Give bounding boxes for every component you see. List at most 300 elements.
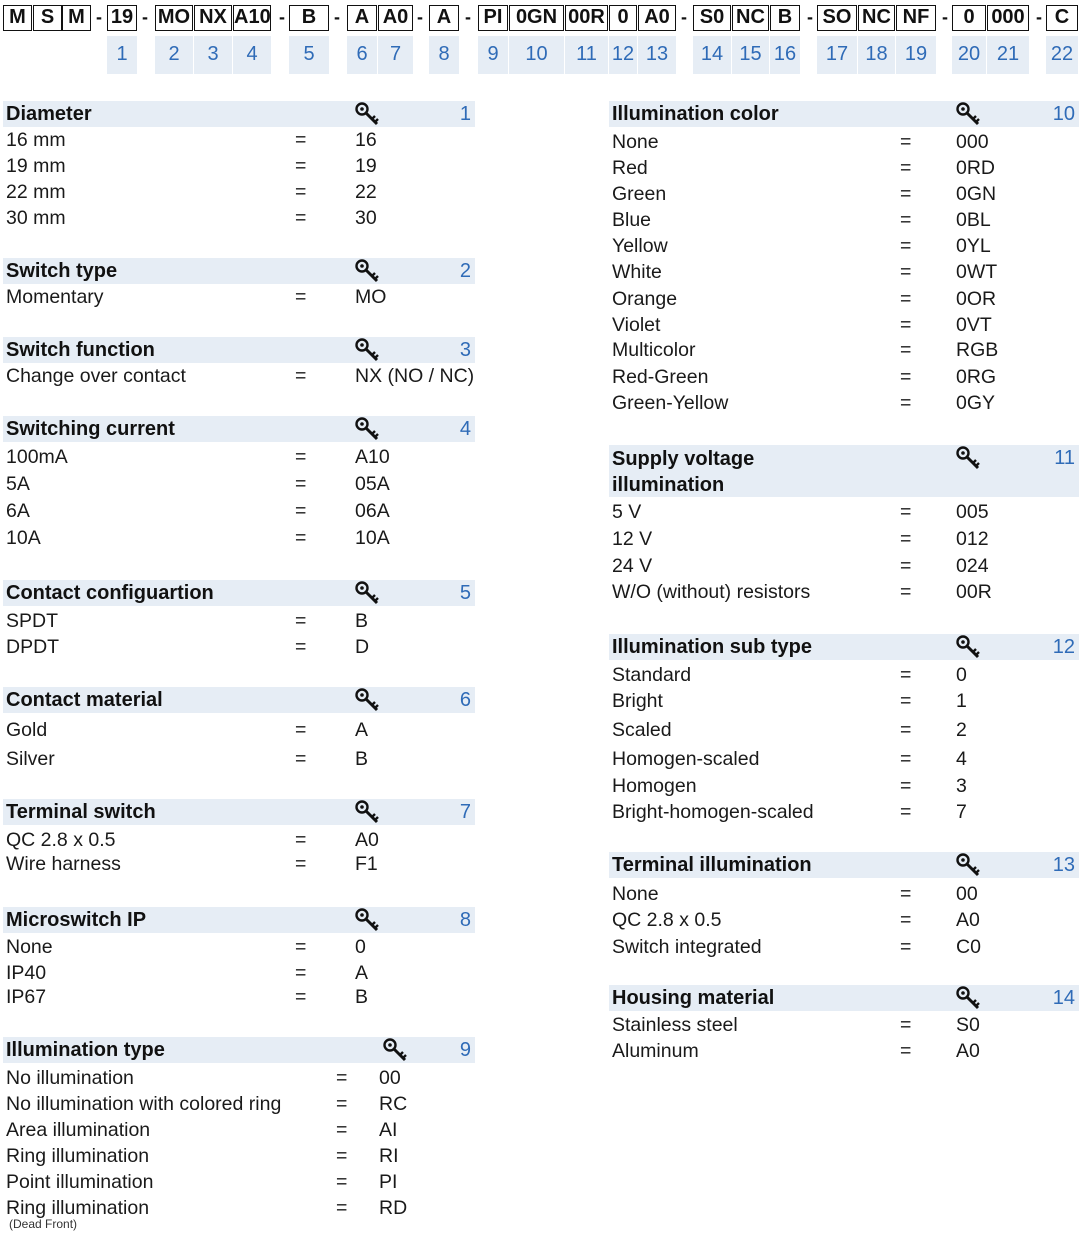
option-label: Wire harness bbox=[6, 853, 121, 875]
option-label: 6A bbox=[6, 500, 30, 522]
key-icon-graphic bbox=[355, 908, 381, 932]
code-separator: - bbox=[681, 7, 687, 27]
section-title: Diameter bbox=[6, 103, 92, 125]
option-code: 0 bbox=[956, 664, 967, 686]
section-number: 5 bbox=[459, 582, 471, 604]
section-header bbox=[609, 634, 1079, 660]
option-code: RC bbox=[379, 1093, 408, 1115]
code-separator: - bbox=[96, 7, 102, 27]
option-label: W/O (without) resistors bbox=[612, 581, 811, 603]
section-header bbox=[609, 101, 1079, 127]
equals-sign: = bbox=[900, 801, 912, 823]
option-row bbox=[3, 285, 475, 309]
position-number: 12 bbox=[609, 36, 637, 74]
section-title: Illumination color bbox=[612, 103, 779, 125]
code-segment: 0GN bbox=[509, 5, 564, 31]
option-row bbox=[3, 180, 475, 204]
option-code: 00 bbox=[956, 883, 978, 905]
equals-sign: = bbox=[900, 690, 912, 712]
option-row bbox=[3, 364, 475, 388]
option-code: F1 bbox=[355, 853, 378, 875]
equals-sign: = bbox=[295, 473, 307, 495]
option-row bbox=[609, 234, 1079, 258]
equals-sign: = bbox=[295, 446, 307, 468]
position-number: 4 bbox=[233, 36, 271, 74]
section-header bbox=[3, 799, 475, 825]
equals-sign: = bbox=[295, 365, 307, 387]
option-label: IP40 bbox=[6, 962, 47, 984]
option-row bbox=[3, 1092, 475, 1116]
option-row bbox=[609, 365, 1079, 389]
key-icon-graphic bbox=[383, 1038, 409, 1062]
option-code: AI bbox=[379, 1119, 398, 1141]
key-icon-graphic bbox=[956, 635, 982, 659]
code-separator: - bbox=[142, 7, 148, 27]
code-separator: - bbox=[1036, 7, 1042, 27]
equals-sign: = bbox=[900, 719, 912, 741]
option-label: QC 2.8 x 0.5 bbox=[612, 909, 722, 931]
option-code: 0WT bbox=[956, 261, 998, 283]
option-code: A0 bbox=[956, 909, 980, 931]
option-label: 5A bbox=[6, 473, 30, 495]
option-row bbox=[609, 156, 1079, 180]
option-label: IP67 bbox=[6, 986, 47, 1008]
equals-sign: = bbox=[900, 883, 912, 905]
option-code: A bbox=[355, 962, 369, 984]
option-label: Red bbox=[612, 157, 648, 179]
equals-sign: = bbox=[900, 131, 912, 153]
option-label: Point illumination bbox=[6, 1171, 154, 1193]
option-row bbox=[609, 260, 1079, 284]
code-segment: A0 bbox=[378, 5, 413, 31]
option-code: 0GN bbox=[956, 183, 997, 205]
option-label: 5 V bbox=[612, 501, 642, 523]
option-label: 24 V bbox=[612, 555, 653, 577]
section-number: 1 bbox=[459, 103, 471, 125]
option-label: 12 V bbox=[612, 528, 653, 550]
option-code: A0 bbox=[355, 829, 379, 851]
option-row bbox=[609, 554, 1079, 578]
section-title: Illumination type bbox=[6, 1039, 165, 1061]
equals-sign: = bbox=[336, 1145, 348, 1167]
option-section bbox=[609, 852, 1079, 958]
code-segment: 000 bbox=[987, 5, 1029, 31]
section-number: 12 bbox=[1052, 636, 1075, 658]
option-code: 2 bbox=[956, 719, 967, 741]
position-number: 5 bbox=[289, 36, 329, 74]
equals-sign: = bbox=[900, 339, 912, 361]
equals-sign: = bbox=[900, 288, 912, 310]
option-code: 16 bbox=[355, 129, 377, 151]
option-row bbox=[609, 287, 1079, 311]
equals-sign: = bbox=[900, 261, 912, 283]
code-segment: 19 bbox=[107, 5, 137, 31]
section-number: 7 bbox=[459, 801, 471, 823]
code-separator: - bbox=[942, 7, 948, 27]
position-number: 9 bbox=[478, 36, 508, 74]
key-icon bbox=[956, 102, 982, 126]
option-row bbox=[3, 828, 475, 852]
option-row bbox=[3, 718, 475, 742]
code-separator: - bbox=[279, 7, 285, 27]
option-row bbox=[3, 206, 475, 230]
equals-sign: = bbox=[900, 314, 912, 336]
equals-sign: = bbox=[295, 748, 307, 770]
option-code: 19 bbox=[355, 155, 377, 177]
section-number: 10 bbox=[1052, 103, 1075, 125]
option-label: Green bbox=[612, 183, 667, 205]
position-number: 20 bbox=[952, 36, 986, 74]
option-code: 024 bbox=[956, 555, 989, 577]
option-label: Bright-homogen-scaled bbox=[612, 801, 814, 823]
section-header bbox=[3, 101, 475, 127]
option-row bbox=[3, 472, 475, 496]
option-row bbox=[609, 182, 1079, 206]
option-code: 0YL bbox=[956, 235, 991, 257]
equals-sign: = bbox=[295, 853, 307, 875]
option-row bbox=[3, 154, 475, 178]
option-section bbox=[3, 1037, 475, 1231]
option-code: RD bbox=[379, 1197, 408, 1219]
equals-sign: = bbox=[900, 209, 912, 231]
key-icon-graphic bbox=[956, 102, 982, 126]
option-code: RGB bbox=[956, 339, 999, 361]
key-icon-graphic bbox=[355, 688, 381, 712]
option-label: Green-Yellow bbox=[612, 392, 729, 414]
equals-sign: = bbox=[295, 527, 307, 549]
code-segment: A0 bbox=[638, 5, 676, 31]
option-code: B bbox=[355, 986, 369, 1008]
option-code: 00 bbox=[379, 1067, 401, 1089]
option-label: Switch integrated bbox=[612, 936, 762, 958]
option-label: DPDT bbox=[6, 636, 60, 658]
option-code: 0 bbox=[355, 936, 366, 958]
order-code-strip bbox=[0, 0, 1081, 80]
section-number: 11 bbox=[1054, 447, 1075, 469]
section-header bbox=[3, 907, 475, 933]
option-label: QC 2.8 x 0.5 bbox=[6, 829, 116, 851]
position-number: 1 bbox=[107, 36, 137, 74]
option-code: 05A bbox=[355, 473, 390, 495]
option-row bbox=[609, 338, 1079, 362]
option-label: Blue bbox=[612, 209, 652, 231]
option-section bbox=[609, 445, 1079, 603]
option-label: Ring illumination bbox=[6, 1145, 150, 1167]
option-row bbox=[609, 580, 1079, 604]
position-number: 8 bbox=[429, 36, 459, 74]
equals-sign: = bbox=[900, 157, 912, 179]
option-label: White bbox=[612, 261, 662, 283]
option-label: No illumination with colored ring bbox=[6, 1093, 282, 1115]
equals-sign: = bbox=[295, 636, 307, 658]
code-segment: A10 bbox=[233, 5, 271, 31]
key-icon bbox=[956, 446, 982, 470]
equals-sign: = bbox=[900, 366, 912, 388]
option-label: Momentary bbox=[6, 286, 104, 308]
code-separator: - bbox=[334, 7, 340, 27]
equals-sign: = bbox=[900, 1014, 912, 1036]
footnote: (Dead Front) bbox=[9, 1217, 78, 1231]
equals-sign: = bbox=[900, 775, 912, 797]
option-code: 7 bbox=[956, 801, 967, 823]
option-code: D bbox=[355, 636, 370, 658]
option-label: 19 mm bbox=[6, 155, 66, 177]
option-code: NX (NO / NC) bbox=[355, 365, 475, 387]
option-row bbox=[609, 908, 1079, 932]
section-header bbox=[3, 1037, 475, 1063]
code-segment: A bbox=[429, 5, 459, 31]
section-number: 8 bbox=[459, 909, 471, 931]
section-title: Switching current bbox=[6, 418, 175, 440]
option-label: 30 mm bbox=[6, 207, 66, 229]
option-label: Change over contact bbox=[6, 365, 186, 387]
equals-sign: = bbox=[900, 936, 912, 958]
option-code: 3 bbox=[956, 775, 967, 797]
equals-sign: = bbox=[900, 555, 912, 577]
section-header bbox=[609, 852, 1079, 878]
code-segment: 0 bbox=[952, 5, 986, 31]
option-section bbox=[3, 799, 475, 875]
option-row bbox=[609, 500, 1079, 524]
position-number: 10 bbox=[509, 36, 564, 74]
section-title: Switch function bbox=[6, 339, 155, 361]
equals-sign: = bbox=[900, 1040, 912, 1062]
key-icon bbox=[355, 417, 381, 441]
option-label: Ring illumination bbox=[6, 1197, 150, 1219]
equals-sign: = bbox=[295, 207, 307, 229]
option-label: Red-Green bbox=[612, 366, 709, 388]
option-code: 0VT bbox=[956, 314, 992, 336]
option-row bbox=[3, 128, 475, 152]
option-label: Silver bbox=[6, 748, 55, 770]
option-label: Gold bbox=[6, 719, 48, 741]
code-segment: M bbox=[3, 5, 32, 31]
option-row bbox=[609, 391, 1079, 415]
section-header bbox=[3, 258, 475, 284]
option-row bbox=[3, 526, 475, 550]
equals-sign: = bbox=[900, 528, 912, 550]
option-code: 22 bbox=[355, 181, 377, 203]
option-row bbox=[609, 663, 1079, 687]
option-code: PI bbox=[379, 1171, 398, 1193]
option-row bbox=[3, 985, 475, 1009]
option-label: Bright bbox=[612, 690, 663, 712]
key-icon bbox=[956, 635, 982, 659]
option-label: 16 mm bbox=[6, 129, 66, 151]
option-row bbox=[3, 1118, 475, 1142]
equals-sign: = bbox=[900, 909, 912, 931]
key-icon bbox=[355, 338, 381, 362]
position-number: 14 bbox=[693, 36, 731, 74]
option-section bbox=[3, 258, 475, 308]
key-icon-graphic bbox=[355, 800, 381, 824]
equals-sign: = bbox=[900, 664, 912, 686]
position-number: 19 bbox=[896, 36, 936, 74]
key-icon bbox=[355, 581, 381, 605]
option-code: 012 bbox=[956, 528, 989, 550]
equals-sign: = bbox=[295, 181, 307, 203]
option-code: B bbox=[355, 610, 369, 632]
key-icon-graphic bbox=[355, 417, 381, 441]
option-code: 005 bbox=[956, 501, 989, 523]
key-icon-graphic bbox=[355, 581, 381, 605]
option-code: 0BL bbox=[956, 209, 991, 231]
code-separator: - bbox=[807, 7, 813, 27]
code-segment: B bbox=[770, 5, 800, 31]
key-icon-graphic bbox=[355, 338, 381, 362]
option-label: Multicolor bbox=[612, 339, 696, 361]
option-section bbox=[609, 985, 1079, 1062]
section-title: Terminal illumination bbox=[612, 854, 812, 876]
key-icon bbox=[355, 102, 381, 126]
option-section bbox=[3, 337, 475, 387]
code-separator: - bbox=[417, 7, 423, 27]
key-icon bbox=[956, 986, 982, 1010]
option-row bbox=[3, 609, 475, 633]
code-segment: MO bbox=[155, 5, 193, 31]
option-code: 10A bbox=[355, 527, 390, 549]
key-icon-graphic bbox=[956, 986, 982, 1010]
key-icon bbox=[355, 688, 381, 712]
option-row bbox=[3, 935, 475, 959]
code-segment: NC bbox=[732, 5, 769, 31]
equals-sign: = bbox=[295, 936, 307, 958]
section-title: Microswitch IP bbox=[6, 909, 147, 931]
equals-sign: = bbox=[900, 501, 912, 523]
option-code: MO bbox=[355, 286, 387, 308]
position-number: 3 bbox=[194, 36, 232, 74]
equals-sign: = bbox=[336, 1119, 348, 1141]
section-title: Supply voltage illumination bbox=[612, 448, 755, 496]
section-number: 9 bbox=[459, 1039, 471, 1061]
code-segment: 0 bbox=[609, 5, 637, 31]
option-row bbox=[609, 1013, 1079, 1037]
option-row bbox=[609, 800, 1079, 824]
option-section bbox=[3, 687, 475, 770]
section-number: 3 bbox=[459, 339, 471, 361]
option-row bbox=[609, 1039, 1079, 1063]
section-title: Contact configuartion bbox=[6, 582, 214, 604]
section-title: Switch type bbox=[6, 260, 118, 282]
equals-sign: = bbox=[295, 286, 307, 308]
option-row bbox=[609, 130, 1079, 154]
code-segment: NX bbox=[194, 5, 232, 31]
option-label: Orange bbox=[612, 288, 678, 310]
option-label: Yellow bbox=[612, 235, 668, 257]
option-section bbox=[3, 101, 475, 229]
key-icon bbox=[355, 908, 381, 932]
option-row bbox=[609, 882, 1079, 906]
option-row bbox=[3, 445, 475, 469]
option-code: A0 bbox=[956, 1040, 980, 1062]
section-header bbox=[609, 445, 1079, 497]
equals-sign: = bbox=[336, 1197, 348, 1219]
option-row bbox=[3, 635, 475, 659]
key-icon-graphic bbox=[956, 853, 982, 877]
equals-sign: = bbox=[336, 1171, 348, 1193]
option-row bbox=[3, 499, 475, 523]
code-separator: - bbox=[465, 7, 471, 27]
equals-sign: = bbox=[900, 581, 912, 603]
option-label: Homogen bbox=[612, 775, 697, 797]
option-label: 100mA bbox=[6, 446, 68, 468]
option-code: 0RD bbox=[956, 157, 996, 179]
option-section bbox=[609, 634, 1079, 823]
option-code: C0 bbox=[956, 936, 981, 958]
option-code: 4 bbox=[956, 748, 967, 770]
option-row bbox=[609, 774, 1079, 798]
option-label: No illumination bbox=[6, 1067, 134, 1089]
key-icon-graphic bbox=[355, 259, 381, 283]
option-code: S0 bbox=[956, 1014, 980, 1036]
option-label: Stainless steel bbox=[612, 1014, 738, 1036]
key-icon bbox=[355, 800, 381, 824]
option-code: 000 bbox=[956, 131, 989, 153]
key-icon bbox=[956, 853, 982, 877]
option-section bbox=[609, 101, 1079, 414]
option-code: 0RG bbox=[956, 366, 997, 388]
option-label: None bbox=[6, 936, 53, 958]
option-label: Violet bbox=[612, 314, 661, 336]
option-row bbox=[609, 747, 1079, 771]
option-section bbox=[3, 580, 475, 658]
section-number: 2 bbox=[459, 260, 471, 282]
equals-sign: = bbox=[295, 986, 307, 1008]
equals-sign: = bbox=[295, 829, 307, 851]
option-code: 06A bbox=[355, 500, 390, 522]
option-row bbox=[3, 1170, 475, 1194]
option-label: Aluminum bbox=[612, 1040, 699, 1062]
option-code: 0GY bbox=[956, 392, 996, 414]
equals-sign: = bbox=[295, 719, 307, 741]
option-row bbox=[609, 935, 1079, 959]
option-label: None bbox=[612, 131, 659, 153]
option-row bbox=[609, 718, 1079, 742]
option-label: 22 mm bbox=[6, 181, 66, 203]
position-number: 22 bbox=[1046, 36, 1078, 74]
code-segment: 00R bbox=[565, 5, 608, 31]
option-row bbox=[609, 689, 1079, 713]
position-number: 15 bbox=[732, 36, 769, 74]
option-label: Homogen-scaled bbox=[612, 748, 760, 770]
code-segment: S bbox=[33, 5, 62, 31]
option-code: 00R bbox=[956, 581, 992, 603]
option-section bbox=[3, 416, 475, 549]
equals-sign: = bbox=[900, 183, 912, 205]
option-row bbox=[3, 852, 475, 876]
section-header bbox=[3, 416, 475, 442]
option-row bbox=[3, 961, 475, 985]
section-number: 13 bbox=[1052, 854, 1075, 876]
option-row bbox=[3, 1066, 475, 1090]
option-code: A bbox=[355, 719, 369, 741]
equals-sign: = bbox=[900, 392, 912, 414]
key-icon bbox=[383, 1038, 409, 1062]
section-number: 6 bbox=[459, 689, 471, 711]
position-number: 18 bbox=[858, 36, 895, 74]
option-label: None bbox=[612, 883, 659, 905]
equals-sign: = bbox=[295, 500, 307, 522]
option-row bbox=[609, 208, 1079, 232]
section-title: Contact material bbox=[6, 689, 163, 711]
option-label: SPDT bbox=[6, 610, 59, 632]
code-segment: M bbox=[62, 5, 91, 31]
position-number: 2 bbox=[155, 36, 193, 74]
position-number: 6 bbox=[347, 36, 377, 74]
section-title: Housing material bbox=[612, 987, 775, 1009]
position-number: 7 bbox=[378, 36, 413, 74]
key-icon-graphic bbox=[956, 446, 982, 470]
